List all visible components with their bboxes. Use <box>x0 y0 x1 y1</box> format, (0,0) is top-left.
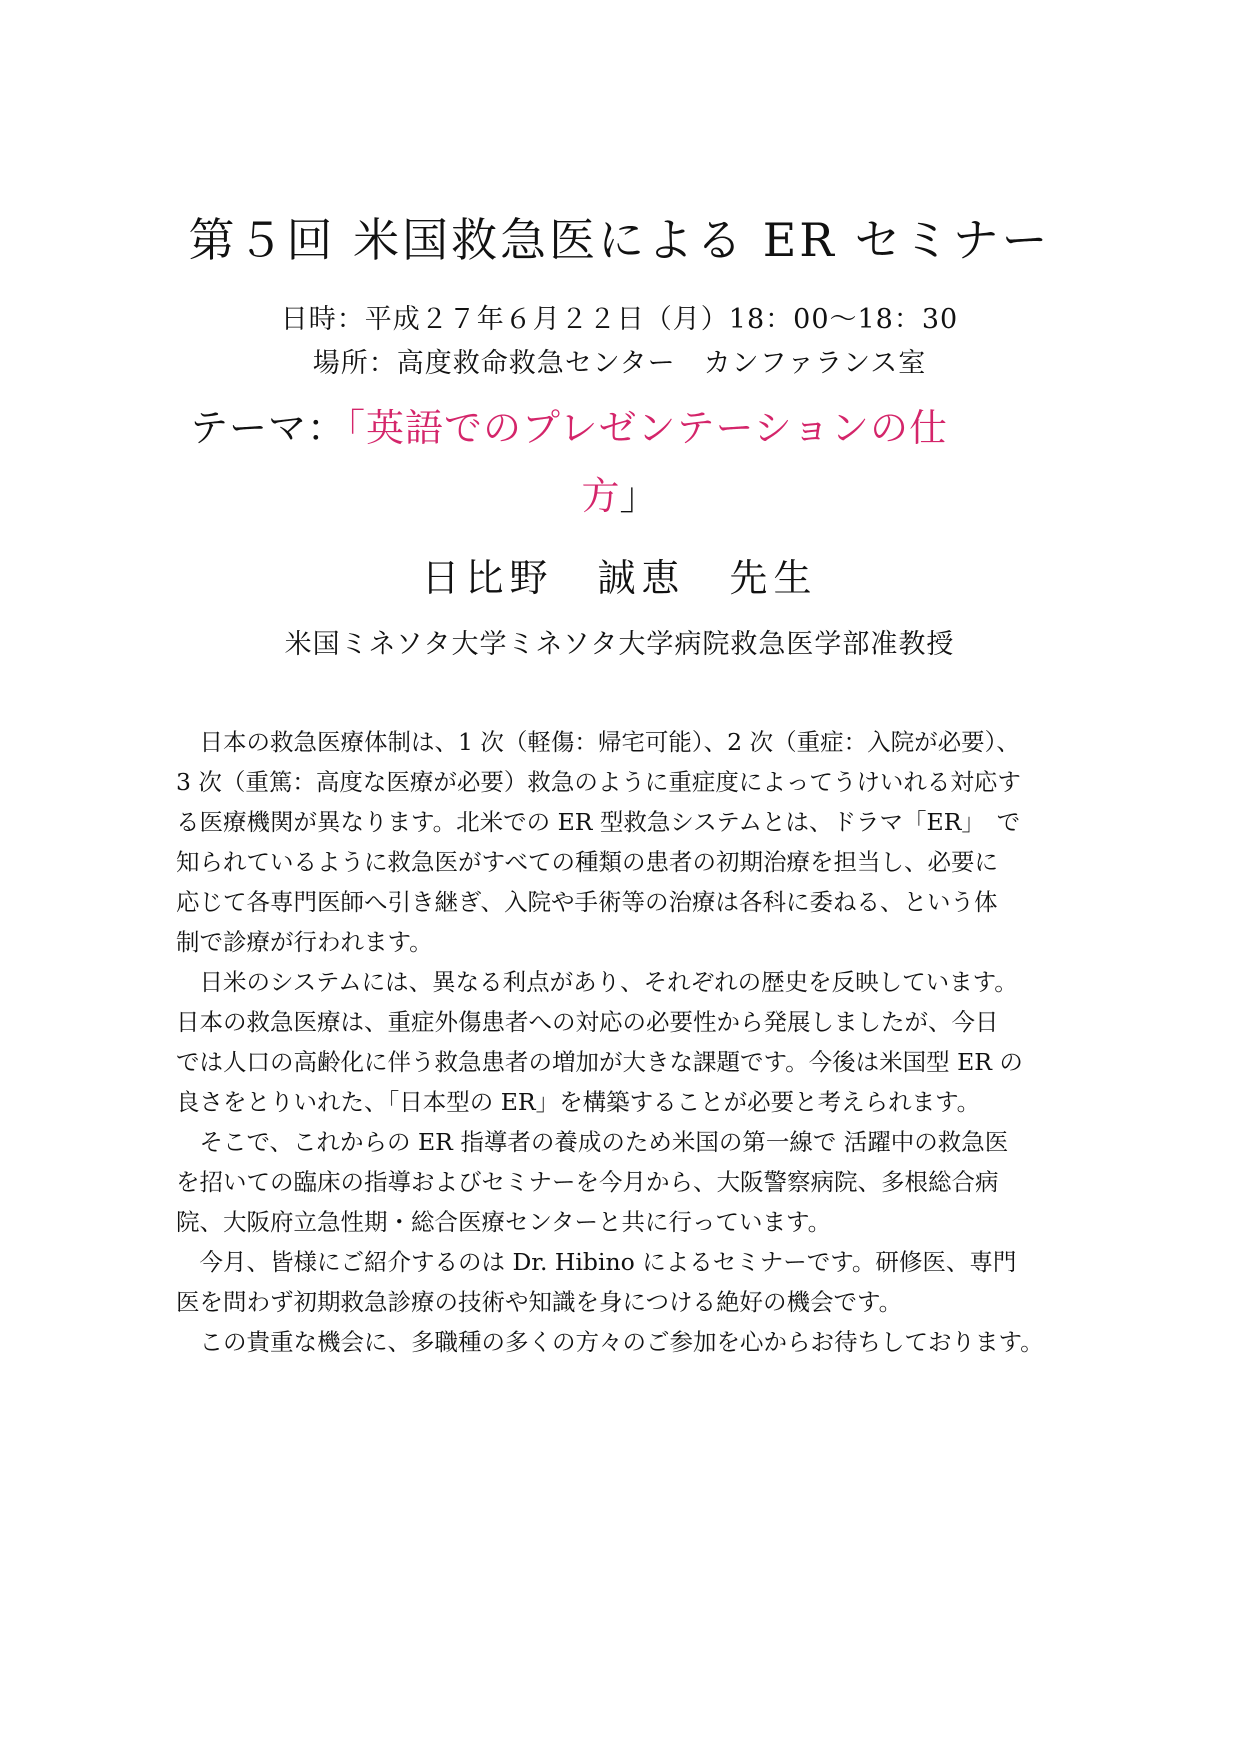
theme-text-line2: 方 <box>581 474 620 518</box>
body-line: 今月、皆様にご紹介するのは Dr. Hibino によるセミナーです。研修医、専門 <box>176 1248 1017 1276</box>
body-line: 医を問わず初期救急診療の技術や知識を身につける絶好の機会です。 <box>176 1288 903 1316</box>
body-line: 応じて各専門医師へ引き継ぎ、入院や手術等の治療は各科に委ねる、という体 <box>176 888 998 916</box>
body-line: 日本の救急医療は、重症外傷患者への対応の必要性から発展しましたが、今日 <box>176 1008 999 1036</box>
body-line: 3 次（重篤：高度な医療が必要）救急のように重症度によってうけいれる対応す <box>176 768 1021 796</box>
page-title: 第５回 米国救急医による ER セミナー <box>188 213 1051 267</box>
body-line: 制で診療が行われます。 <box>176 928 433 956</box>
body-line: 日本の救急医療体制は、1 次（軽傷：帰宅可能）、2 次（重症：入院が必要）、 <box>176 728 1020 756</box>
theme-open-bracket: 「 <box>346 406 367 450</box>
body-line: る医療機関が異なります。北米での ER 型救急システムとは、ドラマ「ER」 で <box>176 808 1021 836</box>
body-line: では人口の高齢化に伴う救急患者の増加が大きな課題です。今後は米国型 ER の <box>176 1048 1023 1076</box>
body-line: 良さをとりいれた、「日本型の ER」を構築することが必要と考えられます。 <box>176 1088 981 1116</box>
body-line: 知られているように救急医がすべての種類の患者の初期治療を担当し、必要に <box>176 848 999 876</box>
body-text <box>176 722 1076 1362</box>
theme-heading-continued <box>0 460 1239 532</box>
body-line: を招いての臨床の指導およびセミナーを今月から、大阪警察病院、多根総合病 <box>176 1168 999 1196</box>
theme-heading <box>190 392 1070 464</box>
theme-text-line1: 英語でのプレゼンテーションの仕 <box>366 406 948 450</box>
speaker-affiliation: 米国ミネソタ大学ミネソタ大学病院救急医学部准教授 <box>284 629 955 660</box>
speaker-name: 日比野 誠恵 先生 <box>421 556 818 600</box>
theme-close-bracket: 」 <box>619 474 658 518</box>
theme-label: テーマ： <box>190 406 347 450</box>
body-line: 日米のシステムには、異なる利点があり、それぞれの歴史を反映しています。 <box>176 968 1018 996</box>
date-time-line: 日時：平成２７年６月２２日（月）18：00～18：30 <box>280 304 959 335</box>
body-line: 院、大阪府立急性期・総合医療センターと共に行っています。 <box>176 1208 832 1236</box>
body-line: この貴重な機会に、多職種の多くの方々のご参加を心からお待ちしております。 <box>176 1328 1044 1356</box>
body-line: そこで、これからの ER 指導者の養成のため米国の第一線で 活躍中の救急医 <box>176 1128 1009 1156</box>
venue-line: 場所：高度救命救急センター カンファランス室 <box>312 348 927 379</box>
